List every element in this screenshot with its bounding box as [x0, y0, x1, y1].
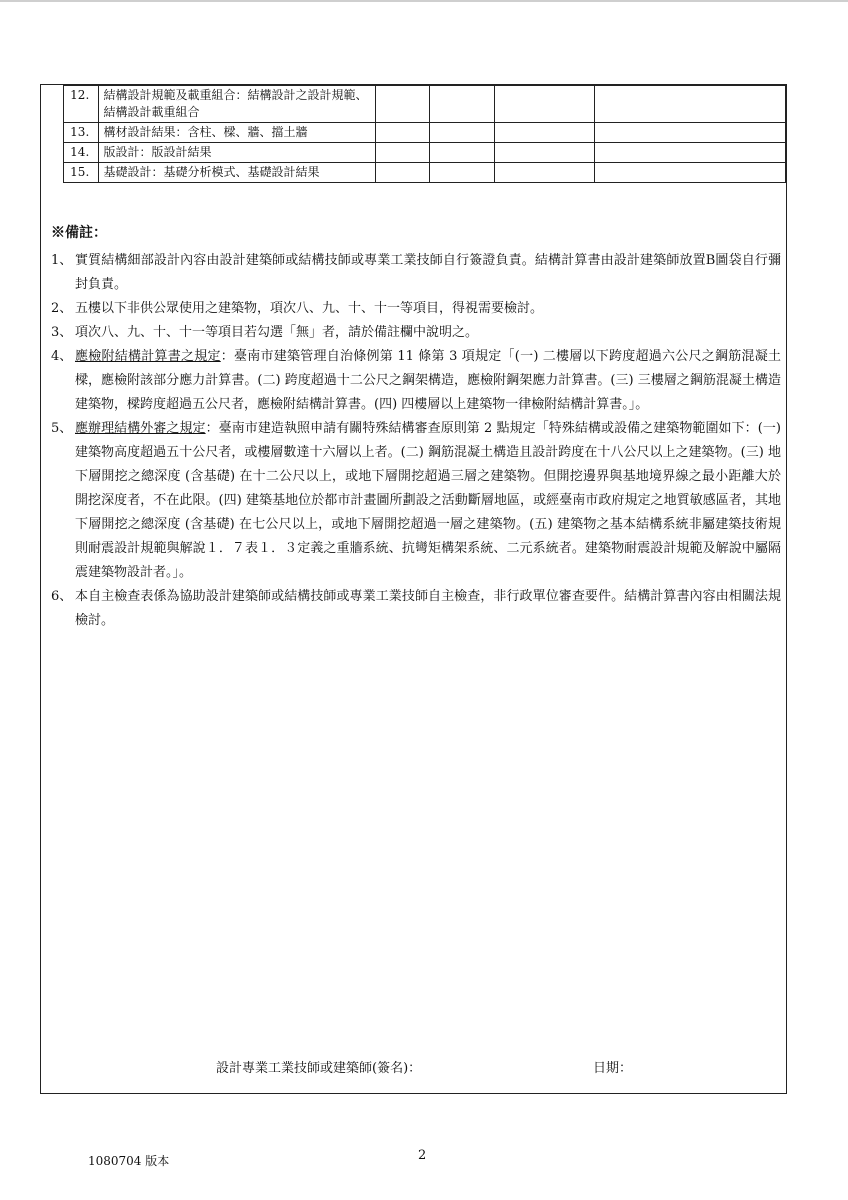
note-index: 4、 — [51, 349, 73, 364]
check-cell[interactable] — [494, 123, 595, 143]
note-index: 5、 — [51, 421, 73, 436]
check-cell[interactable] — [375, 86, 429, 123]
checklist-table — [41, 85, 786, 183]
item-number: 14. — [64, 143, 99, 163]
item-number: 13. — [64, 123, 99, 143]
note-item — [51, 321, 781, 345]
note-index: 1、 — [51, 253, 73, 268]
page-number: 2 — [418, 1148, 427, 1163]
note-item — [51, 345, 781, 417]
table-row — [41, 123, 786, 143]
item-number: 12. — [64, 86, 99, 123]
remarks-cell[interactable] — [595, 163, 786, 183]
item-text: 版設計：版設計結果 — [99, 143, 375, 163]
check-cell[interactable] — [430, 123, 495, 143]
remarks-cell[interactable] — [595, 86, 786, 123]
notes-title: ※備註： — [51, 225, 107, 241]
remarks-cell[interactable] — [595, 143, 786, 163]
note-body: ：臺南市建築管理自治條例第 11 條第 3 項規定「(一) 二樓層以下跨度超過六公尺之鋼筋混凝土樑，應檢附該部分應力計算書。(二) 跨度超過十二公尺之鋼架構造，應檢附鋼架應力計算書。(三) 三樓層之鋼筋混凝土構造建築物，樑跨度超過五公尺者，應檢附結構計算書。(四) 四樓層以上建築物一律檢附結構計算書。」。 — [75, 349, 781, 412]
note-text: 五樓以下非供公眾使用之建築物，項次八、九、十、十一等項目，得視需要檢討。 — [75, 301, 544, 316]
note-index: 2、 — [51, 301, 73, 316]
check-cell[interactable] — [430, 163, 495, 183]
notes-section — [51, 221, 781, 633]
top-border-line — [0, 0, 848, 2]
form-frame — [40, 84, 787, 1094]
note-index: 3、 — [51, 325, 73, 340]
note-item — [51, 297, 781, 321]
check-cell[interactable] — [494, 163, 595, 183]
note-text — [75, 417, 781, 585]
note-index: 6、 — [51, 589, 73, 604]
note-lead: 應辦理結構外審之規定 — [75, 421, 206, 436]
check-cell[interactable] — [494, 86, 595, 123]
check-cell[interactable] — [375, 123, 429, 143]
check-cell[interactable] — [375, 163, 429, 183]
check-cell[interactable] — [430, 143, 495, 163]
signature-label: 設計專業工業技師或建築師(簽名)： — [216, 1061, 422, 1076]
item-number: 15. — [64, 163, 99, 183]
note-body: ：臺南市建造執照申請有關特殊結構審查原則第 2 點規定「特殊結構或設備之建築物範圍如下：(一) 建築物高度超過五十公尺者，或樓層數達十六層以上者。(二) 鋼筋混凝土構造且設計跨度在十八公尺以上之建築物。(三) 地下層開挖之總深度 (含基礎) 在十二公尺以上，或地下層開挖超過三層之建築物。但開挖邊界與基地境界線之最小距離大於開挖深度者，不在此限。(四) 建築基地位於都市計畫圖所劃設之活動斷層地區，或經臺南市政府規定之地質敏感區者，其地下層開挖之總深度 (含基礎) 在七公尺以上，或地下層開挖超過一層之建築物。(五) 建築物之基本結構系統非屬建築技術規則耐震設計規範與解說１．７表１．３定義之重牆系統、抗彎矩構架系統、二元系統者。建築物耐震設計規範及解說中屬隔震建築物設計者。」。 — [75, 421, 781, 580]
item-text: 結構設計規範及載重組合：結構設計之設計規範、結構設計載重組合 — [99, 86, 375, 123]
note-text: 實質結構細部設計內容由設計建築師或結構技師或專業工業技師自行簽證負責。結構計算書由設計建築師放置B圖袋自行彌封負責。 — [75, 253, 781, 292]
table-row — [41, 163, 786, 183]
check-cell[interactable] — [375, 143, 429, 163]
note-text: 本自主檢查表係為協助設計建築師或結構技師或專業工業技師自主檢查，非行政單位審查要件。結構計算書內容由相關法規檢討。 — [75, 589, 781, 628]
remarks-cell[interactable] — [595, 123, 786, 143]
date-label: 日期： — [593, 1061, 633, 1076]
note-item — [51, 585, 781, 633]
note-item — [51, 417, 781, 585]
check-cell[interactable] — [494, 143, 595, 163]
note-text: 項次八、九、十、十一等項目若勾選「無」者，請於備註欄中說明之。 — [75, 325, 479, 340]
check-cell[interactable] — [430, 86, 495, 123]
item-text: 構材設計結果：含柱、樑、牆、擋土牆 — [99, 123, 375, 143]
gutter-cell — [41, 86, 64, 183]
note-lead: 應檢附結構計算書之規定 — [75, 349, 221, 364]
table-row — [41, 143, 786, 163]
version-label: 1080704 版本 — [88, 1154, 170, 1168]
table-row — [41, 86, 786, 123]
note-item — [51, 249, 781, 297]
note-text — [75, 345, 781, 417]
item-text: 基礎設計：基礎分析模式、基礎設計結果 — [99, 163, 375, 183]
